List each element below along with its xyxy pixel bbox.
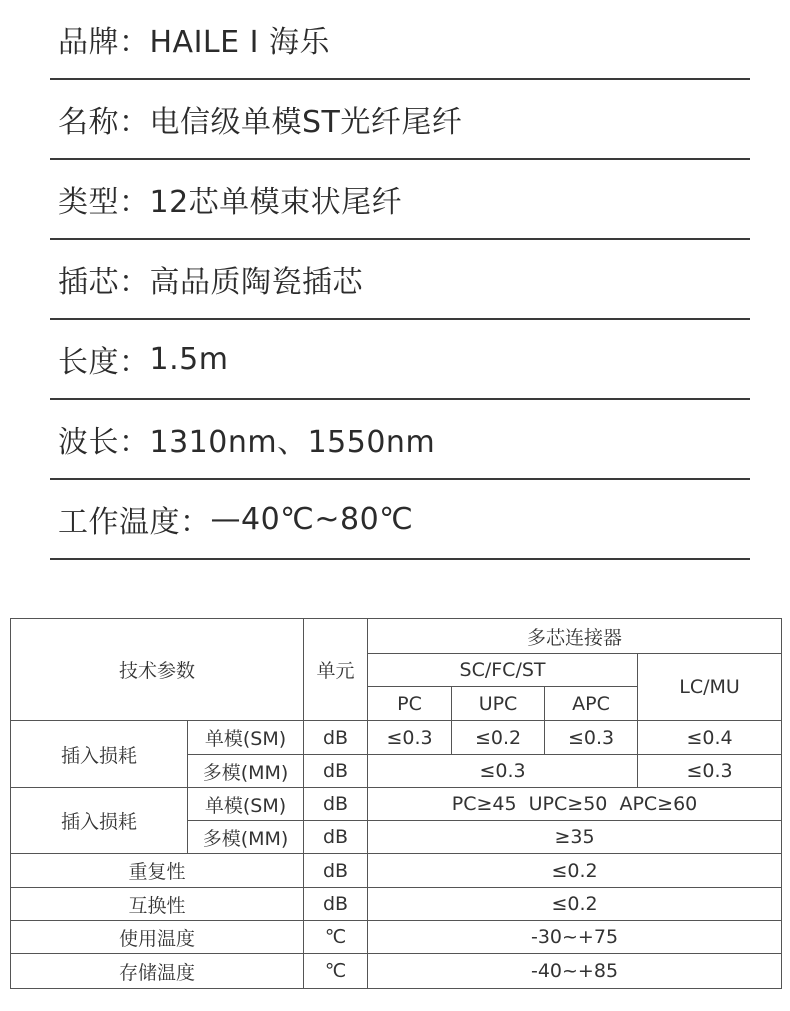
unit-cell: dB: [304, 821, 368, 854]
unit-cell: ℃: [304, 954, 368, 989]
spec-table: [10, 618, 782, 989]
spec-list: [50, 0, 750, 560]
table-row: [11, 888, 782, 921]
spec-value: —40℃~80℃: [210, 501, 414, 537]
spec-value: 12芯单模束状尾纤: [149, 185, 403, 220]
spec-value: 高品质陶瓷插芯: [149, 265, 363, 300]
spec-label: 类型：: [58, 185, 150, 220]
value-cell: ≥35: [368, 821, 782, 854]
spec-row-ferrule: [50, 240, 750, 320]
header-apc: APC: [545, 687, 638, 721]
spec-row-type: [50, 160, 750, 240]
header-lcmu: LC/MU: [638, 654, 782, 721]
value-cell: ≤0.3: [368, 721, 452, 755]
table-row: [11, 954, 782, 989]
spec-value: 1.5m: [149, 341, 229, 377]
spec-row-length: [50, 320, 750, 400]
mode-label: 单模(SM): [188, 721, 304, 755]
header-unit: 单元: [304, 619, 368, 721]
header-upc: UPC: [452, 687, 545, 721]
unit-cell: dB: [304, 788, 368, 821]
spec-row-wavelength: [50, 400, 750, 480]
spec-label: 名称：: [58, 105, 150, 140]
header-param: 技术参数: [11, 619, 304, 721]
header-pc: PC: [368, 687, 452, 721]
row-label-operating-temp: 使用温度: [11, 921, 304, 954]
unit-cell: dB: [304, 755, 368, 788]
mode-label: 多模(MM): [188, 755, 304, 788]
spec-row-temperature: [50, 480, 750, 560]
header-multicore: 多芯连接器: [368, 619, 782, 654]
value-cell: ≤0.3: [638, 755, 782, 788]
spec-label: 插芯：: [58, 265, 150, 300]
spec-row-name: [50, 80, 750, 160]
unit-cell: dB: [304, 854, 368, 888]
value-cell: ≤0.4: [638, 721, 782, 755]
row-label-insertion-loss: 插入损耗: [11, 721, 188, 788]
spec-value: 1310nm、1550nm: [149, 425, 436, 460]
spec-label: 工作温度：: [58, 505, 211, 540]
value-cell: ≤0.3: [368, 755, 638, 788]
header-scfcst: SC/FC/ST: [368, 654, 638, 687]
mode-label: 多模(MM): [188, 821, 304, 854]
spec-label: 长度：: [58, 345, 150, 380]
unit-cell: dB: [304, 888, 368, 921]
row-label-return-loss: 插入损耗: [11, 788, 188, 854]
value-cell: ≤0.3: [545, 721, 638, 755]
spec-value: HAILE I 海乐: [149, 25, 331, 60]
unit-cell: ℃: [304, 921, 368, 954]
spec-label: 波长：: [58, 425, 150, 460]
table-row: [11, 921, 782, 954]
value-cell: ≤0.2: [368, 854, 782, 888]
value-cell: ≤0.2: [368, 888, 782, 921]
value-cell: ≤0.2: [452, 721, 545, 755]
spec-row-brand: [50, 0, 750, 80]
value-cell: PC≥45 UPC≥50 APC≥60: [368, 788, 782, 821]
table-header-row: [11, 619, 782, 654]
mode-label: 单模(SM): [188, 788, 304, 821]
spec-value: 电信级单模ST光纤尾纤: [149, 105, 463, 140]
row-label-storage-temp: 存储温度: [11, 954, 304, 989]
unit-cell: dB: [304, 721, 368, 755]
spec-label: 品牌：: [58, 25, 150, 60]
row-label-interchangeability: 互换性: [11, 888, 304, 921]
row-label-repeatability: 重复性: [11, 854, 304, 888]
table-row: [11, 721, 782, 755]
table-row: [11, 788, 782, 821]
value-cell: -40~+85: [368, 954, 782, 989]
value-cell: -30~+75: [368, 921, 782, 954]
table-row: [11, 854, 782, 888]
